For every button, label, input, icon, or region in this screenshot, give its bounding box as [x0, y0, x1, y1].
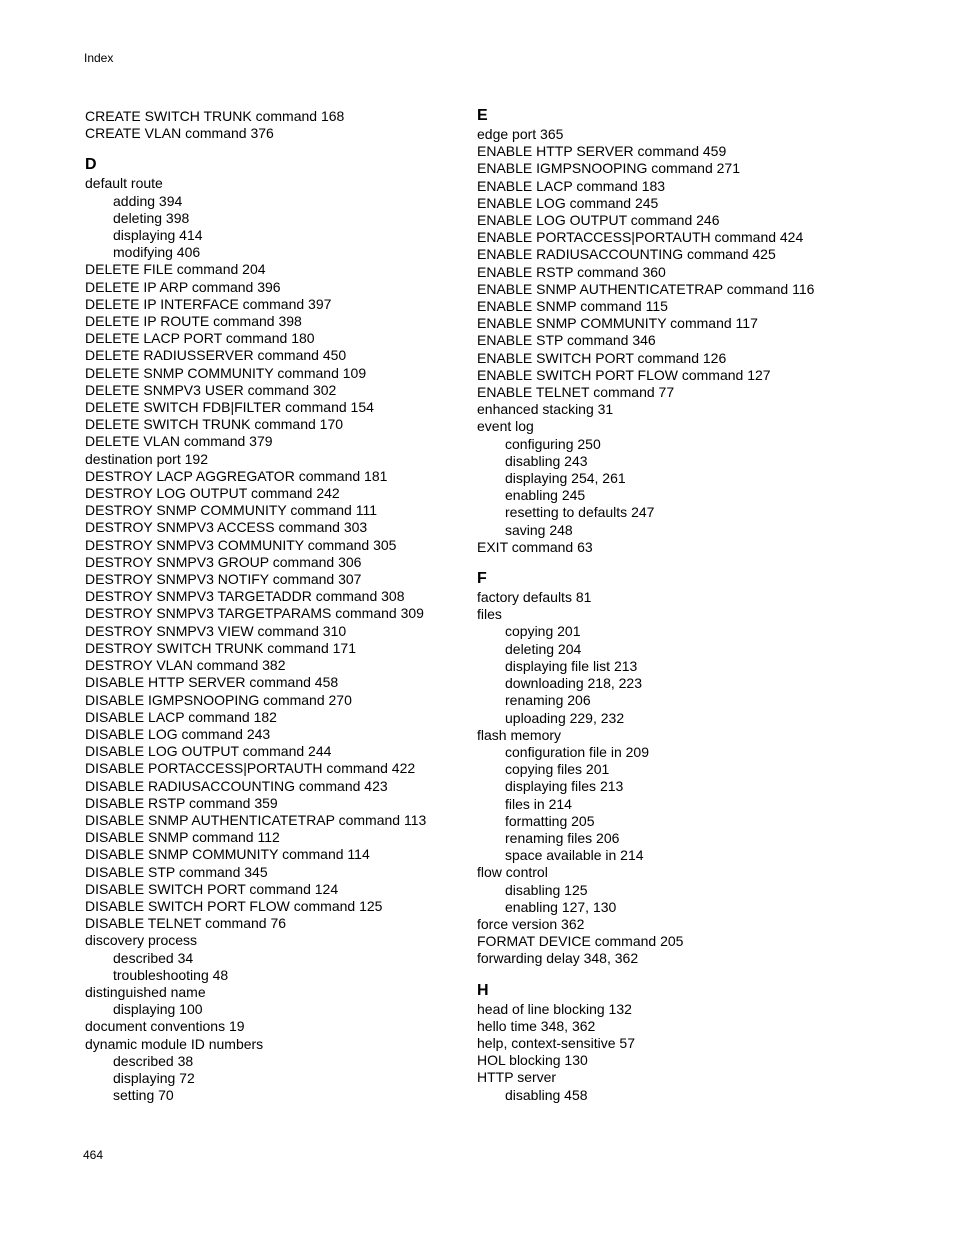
index-entry: DELETE IP INTERFACE command 397 [85, 295, 332, 312]
index-entries-h [477, 1001, 897, 1104]
index-entry: DISABLE LOG OUTPUT command 244 [85, 743, 332, 760]
index-entry: enhanced stacking 31 [477, 401, 614, 418]
index-subentry: disabling 125 [505, 881, 588, 898]
index-entry: destination port 192 [85, 450, 208, 467]
index-subentry: troubleshooting 48 [113, 966, 229, 983]
index-entry: DESTROY VLAN command 382 [85, 657, 286, 674]
index-subentry: displaying 414 [113, 227, 203, 244]
index-entry: DESTROY SNMPV3 VIEW command 310 [85, 622, 347, 639]
index-entry: DELETE IP ROUTE command 398 [85, 313, 302, 330]
index-entry: CREATE SWITCH TRUNK command 168 [85, 108, 345, 124]
section-letter-d: D [85, 156, 97, 174]
index-subentry: configuring 250 [505, 435, 601, 452]
index-entry: DELETE LACP PORT command 180 [85, 330, 315, 347]
index-entry: DELETE IP ARP command 396 [85, 278, 281, 295]
index-subentry: copying 201 [505, 623, 581, 640]
index-column-right [477, 107, 897, 1104]
index-entry: hello time 348, 362 [477, 1017, 596, 1034]
index-entry: ENABLE LOG OUTPUT command 246 [477, 212, 720, 229]
page-number: 464 [83, 1148, 104, 1162]
index-entry: DESTROY SNMPV3 NOTIFY command 307 [85, 571, 362, 588]
index-entry: DELETE RADIUSSERVER command 450 [85, 347, 347, 364]
index-entry: files [477, 606, 502, 623]
index-entry: flash memory [477, 726, 562, 743]
index-subentry: displaying 254, 261 [505, 470, 626, 487]
index-entry: ENABLE PORTACCESS|PORTAUTH command 424 [477, 229, 804, 246]
index-entry: DESTROY LOG OUTPUT command 242 [85, 485, 340, 502]
index-entry: dynamic module ID numbers [85, 1035, 264, 1052]
index-subentry: displaying files 213 [505, 778, 624, 795]
index-subentry: displaying 72 [113, 1069, 195, 1086]
index-subentry: described 38 [113, 1052, 194, 1069]
section-letter-f: F [477, 570, 487, 588]
index-entry: forwarding delay 348, 362 [477, 950, 639, 967]
index-subentry: setting 70 [113, 1087, 174, 1104]
index-entry: DESTROY SNMP COMMUNITY command 111 [85, 502, 377, 519]
index-entry: DISABLE SNMP COMMUNITY command 114 [85, 846, 370, 863]
running-head: Index [84, 51, 114, 65]
index-subentry: described 34 [113, 949, 194, 966]
index-entry: EXIT command 63 [477, 538, 593, 555]
index-entry: DISABLE STP command 345 [85, 863, 268, 880]
index-subentry: files in 214 [505, 795, 572, 812]
index-entry: discovery process [85, 932, 198, 949]
index-subentry: uploading 229, 232 [505, 709, 625, 726]
index-entry: DISABLE LOG command 243 [85, 725, 271, 742]
index-entry: distinguished name [85, 983, 206, 1000]
index-entry: ENABLE RSTP command 360 [477, 263, 666, 280]
index-subentry: enabling 245 [505, 487, 586, 504]
index-entry: ENABLE LOG command 245 [477, 194, 659, 211]
index-entry: flow control [477, 864, 548, 881]
index-subentry: disabling 458 [505, 1086, 588, 1103]
index-column-left [85, 107, 465, 1104]
index-entries-d [85, 175, 465, 1104]
index-subentry: displaying file list 213 [505, 657, 638, 674]
index-entries-f [477, 589, 897, 967]
index-entry: DESTROY LACP AGGREGATOR command 181 [85, 467, 388, 484]
section-letter-h: H [477, 981, 489, 999]
index-subentry: displaying 100 [113, 1001, 203, 1018]
index-entry: event log [477, 418, 534, 435]
index-subentry: renaming 206 [505, 692, 591, 709]
index-entry: CREATE VLAN command 376 [85, 125, 274, 142]
index-entry: ENABLE RADIUSACCOUNTING command 425 [477, 246, 776, 263]
index-subentry: formatting 205 [505, 812, 595, 829]
index-subentry: downloading 218, 223 [505, 675, 643, 692]
index-subentry: enabling 127, 130 [505, 898, 617, 915]
index-entry: DESTROY SNMPV3 TARGETPARAMS command 309 [85, 605, 424, 622]
index-entry: DISABLE SNMP command 112 [85, 829, 280, 846]
index-entry: DISABLE TELNET command 76 [85, 915, 287, 932]
index-entry: DISABLE SWITCH PORT FLOW command 125 [85, 897, 383, 914]
index-entry: default route [85, 175, 163, 192]
index-entry: DELETE VLAN command 379 [85, 433, 273, 450]
index-entry: ENABLE SWITCH PORT FLOW command 127 [477, 366, 771, 383]
index-entry: help, context-sensitive 57 [477, 1034, 635, 1051]
index-subentry: deleting 398 [113, 209, 190, 226]
index-entry: DISABLE HTTP SERVER command 458 [85, 674, 339, 691]
index-subentry: deleting 204 [505, 640, 582, 657]
index-subentry: space available in 214 [505, 847, 644, 864]
index-entry: FORMAT DEVICE command 205 [477, 933, 684, 950]
index-entry: ENABLE LACP command 183 [477, 177, 666, 194]
index-entry: DELETE SWITCH TRUNK command 170 [85, 416, 344, 433]
index-entry: DISABLE SWITCH PORT command 124 [85, 880, 339, 897]
index-entry: DESTROY SNMPV3 ACCESS command 303 [85, 519, 368, 536]
index-entry: DESTROY SNMPV3 GROUP command 306 [85, 553, 362, 570]
index-entry: factory defaults 81 [477, 589, 592, 606]
index-entry: force version 362 [477, 915, 585, 932]
index-subentry: disabling 243 [505, 452, 588, 469]
index-entries-e [477, 126, 897, 556]
index-subentry: copying files 201 [505, 761, 610, 778]
index-entry: ENABLE TELNET command 77 [477, 384, 675, 401]
index-entry: DESTROY SNMPV3 TARGETADDR command 308 [85, 588, 405, 605]
index-entry: DELETE SNMP COMMUNITY command 109 [85, 364, 367, 381]
index-subentry: resetting to defaults 247 [505, 504, 655, 521]
index-entry: DISABLE RADIUSACCOUNTING command 423 [85, 777, 388, 794]
index-subentry: saving 248 [505, 521, 573, 538]
index-subentry: renaming files 206 [505, 829, 620, 846]
index-entry: ENABLE SNMP COMMUNITY command 117 [477, 315, 758, 332]
index-entry: DELETE SWITCH FDB|FILTER command 154 [85, 399, 374, 416]
index-entry: HTTP server [477, 1069, 557, 1086]
index-entry: DESTROY SNMPV3 COMMUNITY command 305 [85, 536, 397, 553]
index-entry: ENABLE STP command 346 [477, 332, 656, 349]
index-entry: DISABLE IGMPSNOOPING command 270 [85, 691, 352, 708]
index-entry: edge port 365 [477, 126, 564, 142]
index-entry: document conventions 19 [85, 1018, 245, 1035]
index-entry: DELETE SNMPV3 USER command 302 [85, 381, 337, 398]
index-entry: ENABLE SNMP command 115 [477, 298, 668, 315]
index-subentry: modifying 406 [113, 244, 201, 261]
index-entry: head of line blocking 132 [477, 1000, 632, 1017]
index-subentry: configuration file in 209 [505, 743, 649, 760]
index-entry: DELETE FILE command 204 [85, 261, 266, 278]
index-entry: HOL blocking 130 [477, 1052, 588, 1069]
index-entries-continued [85, 108, 465, 142]
index-entry: DISABLE SNMP AUTHENTICATETRAP command 113 [85, 811, 427, 828]
index-entry: ENABLE IGMPSNOOPING command 271 [477, 160, 740, 177]
index-subentry: adding 394 [113, 192, 183, 209]
index-entry: DESTROY SWITCH TRUNK command 171 [85, 639, 356, 656]
index-entry: DISABLE PORTACCESS|PORTAUTH command 422 [85, 760, 416, 777]
index-entry: DISABLE LACP command 182 [85, 708, 277, 725]
index-entry: ENABLE SNMP AUTHENTICATETRAP command 116 [477, 280, 815, 297]
section-letter-e: E [477, 107, 488, 124]
index-entry: ENABLE SWITCH PORT command 126 [477, 349, 727, 366]
index-entry: ENABLE HTTP SERVER command 459 [477, 143, 727, 160]
index-entry: DISABLE RSTP command 359 [85, 794, 278, 811]
